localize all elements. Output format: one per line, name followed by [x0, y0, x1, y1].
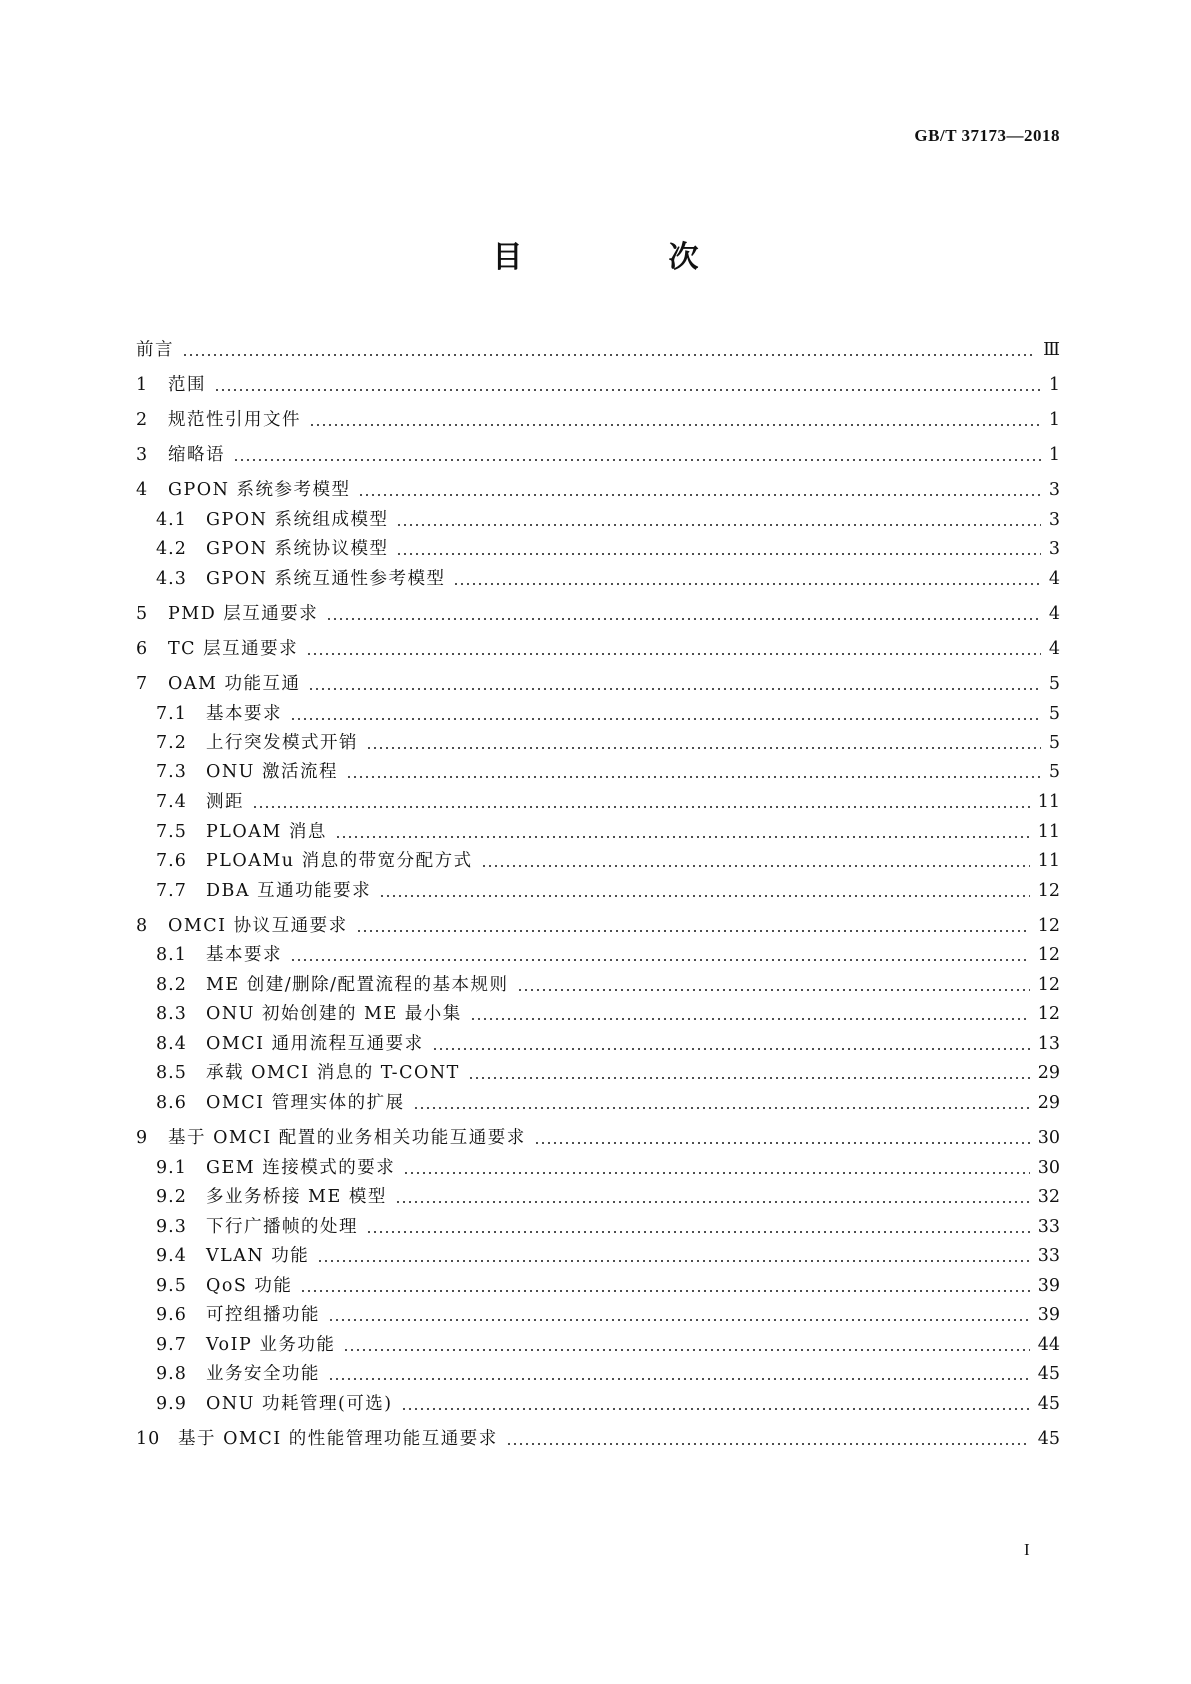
toc-entry-number: 9.8	[156, 1364, 187, 1384]
toc-dot-leader	[300, 1290, 1029, 1292]
toc-entry[interactable]	[136, 1084, 1060, 1114]
toc-entry[interactable]	[136, 783, 1060, 813]
toc-entry-title: ONU 激活流程	[206, 762, 338, 782]
toc-entry-page: 45	[1037, 1429, 1060, 1449]
toc-entry-page: 39	[1037, 1276, 1060, 1296]
toc-entry-page: 11	[1037, 822, 1060, 842]
toc-entry-number: 7.3	[156, 762, 187, 782]
toc-entry-title: GPON 系统互通性参考模型	[206, 569, 446, 589]
toc-entry-title: ONU 初始创建的 ME 最小集	[206, 1004, 462, 1024]
toc-entry-number: 9.7	[156, 1335, 187, 1355]
toc-entry-page: 11	[1037, 792, 1060, 812]
toc-entry-number: 4.2	[156, 539, 187, 559]
toc-dot-leader	[317, 1260, 1029, 1262]
toc-entry-page: 29	[1037, 1063, 1060, 1083]
toc-entry[interactable]	[136, 1420, 1060, 1450]
toc-dot-leader	[252, 806, 1030, 808]
toc-entry-number: 7.7	[156, 881, 187, 901]
toc-dot-leader	[468, 1077, 1030, 1079]
toc-entry[interactable]	[136, 1267, 1060, 1297]
toc-entry[interactable]	[136, 724, 1060, 754]
toc-entry-number: 7.6	[156, 851, 187, 871]
toc-entry[interactable]	[136, 995, 1060, 1025]
toc-entry-number: 9.1	[156, 1158, 187, 1178]
toc-entry-page: 44	[1037, 1335, 1060, 1355]
toc-entry-title: OMCI 管理实体的扩展	[206, 1093, 405, 1113]
toc-entry-number: 6	[136, 639, 149, 659]
toc-entry-number: 7.1	[156, 704, 187, 724]
toc-dot-leader	[335, 836, 1030, 838]
toc-entry[interactable]	[136, 1326, 1060, 1356]
toc-entry-title: PMD 层互通要求	[168, 604, 319, 624]
toc-dot-leader	[453, 583, 1040, 585]
toc-dot-leader	[413, 1107, 1030, 1109]
toc-entry-page: 12	[1037, 945, 1060, 965]
toc-dot-leader	[506, 1443, 1030, 1445]
toc-entry[interactable]	[136, 1355, 1060, 1385]
toc-entry-title: 承载 OMCI 消息的 T-CONT	[206, 1063, 460, 1083]
toc-entry-number: 8.1	[156, 945, 187, 965]
toc-entry[interactable]	[136, 1054, 1060, 1084]
toc-entry-title: 测距	[206, 792, 244, 812]
toc-entry-number: 3	[136, 445, 149, 465]
toc-dot-leader	[346, 776, 1041, 778]
toc-entry-page: 4	[1048, 569, 1060, 589]
toc-entry[interactable]	[136, 530, 1060, 560]
toc-entry-title: OMCI 通用流程互通要求	[206, 1034, 424, 1054]
toc-dot-leader	[328, 1378, 1030, 1380]
page-title: 目 次	[492, 240, 757, 275]
toc-entry-number: 7	[136, 674, 149, 694]
toc-dot-leader	[356, 930, 1030, 932]
toc-entry[interactable]	[136, 501, 1060, 531]
toc-entry-title: 下行广播帧的处理	[206, 1217, 358, 1237]
toc-entry-number: 4	[136, 480, 149, 500]
page-number: I	[1024, 1540, 1030, 1559]
toc-dot-leader	[326, 618, 1041, 620]
toc-dot-leader	[343, 1349, 1029, 1351]
toc-entry[interactable]	[136, 1208, 1060, 1238]
toc-entry-title: 缩略语	[168, 445, 225, 465]
toc-entry[interactable]	[136, 1178, 1060, 1208]
toc-entry-title: 业务安全功能	[206, 1364, 320, 1384]
toc-entry-page: 11	[1037, 851, 1060, 871]
toc-entry-number: 8	[136, 916, 149, 936]
toc-dot-leader	[432, 1048, 1030, 1050]
toc-entry[interactable]	[136, 813, 1060, 843]
toc-entry[interactable]	[136, 842, 1060, 872]
toc-entry-number: 8.2	[156, 975, 187, 995]
toc-entry-page: 45	[1037, 1394, 1060, 1414]
toc-entry-number: 9.4	[156, 1246, 187, 1266]
toc-dot-leader	[403, 1172, 1029, 1174]
toc-entry-page: 30	[1037, 1128, 1060, 1148]
standard-number: GB/T 37173—2018	[914, 126, 1060, 145]
toc-dot-leader	[214, 389, 1041, 391]
toc-entry[interactable]	[136, 665, 1060, 695]
toc-entry-number: 7.2	[156, 733, 187, 753]
toc-dot-leader	[309, 424, 1041, 426]
toc-entry-title: PLOAMu 消息的带宽分配方式	[206, 851, 473, 871]
toc-entry-number: 9.9	[156, 1394, 187, 1414]
toc-entry-page: 39	[1037, 1305, 1060, 1325]
toc-entry[interactable]	[136, 936, 1060, 966]
toc-dot-leader	[517, 989, 1030, 991]
toc-entry-page: 4	[1048, 639, 1060, 659]
toc-dot-leader	[233, 459, 1041, 461]
toc-entry-title: OAM 功能互通	[168, 674, 301, 694]
toc-dot-leader	[481, 865, 1030, 867]
toc-entry-title: 多业务桥接 ME 模型	[206, 1187, 387, 1207]
toc-entry-title: VLAN 功能	[206, 1246, 310, 1266]
toc-dot-leader	[379, 895, 1030, 897]
toc-entry-page: 13	[1037, 1034, 1060, 1054]
toc-entry[interactable]	[136, 1385, 1060, 1415]
toc-entry-number: 9	[136, 1128, 149, 1148]
toc-dot-leader	[470, 1018, 1030, 1020]
toc-dot-leader	[308, 688, 1040, 690]
toc-entry-title: 上行突发模式开销	[206, 733, 358, 753]
toc-dot-leader	[366, 1231, 1030, 1233]
toc-entry-page: 5	[1048, 674, 1060, 694]
toc-entry[interactable]	[136, 560, 1060, 590]
toc-entry-title: ONU 功耗管理(可选)	[206, 1394, 393, 1414]
toc-entry[interactable]	[136, 595, 1060, 625]
toc-entry[interactable]	[136, 966, 1060, 996]
toc-entry-title: GPON 系统组成模型	[206, 510, 389, 530]
toc-entry-title: 基于 OMCI 的性能管理功能互通要求	[178, 1429, 498, 1449]
toc-entry-number: 8.6	[156, 1093, 187, 1113]
toc-entry[interactable]	[136, 331, 1060, 361]
toc-dot-leader	[534, 1142, 1030, 1144]
toc-entry-number: 10	[136, 1429, 161, 1449]
toc-dot-leader	[396, 524, 1040, 526]
toc-entry-page: 5	[1048, 762, 1060, 782]
toc-entry-number: 9.6	[156, 1305, 187, 1325]
toc-dot-leader	[328, 1319, 1030, 1321]
toc-entry-title: ME 创建/删除/配置流程的基本规则	[206, 975, 509, 995]
toc-entry-title: 范围	[168, 375, 206, 395]
toc-dot-leader	[290, 959, 1030, 961]
toc-entry-number: 1	[136, 375, 149, 395]
toc-entry-title: 规范性引用文件	[168, 410, 301, 430]
toc-entry-title: GEM 连接模式的要求	[206, 1158, 396, 1178]
toc-entry-page: 5	[1048, 733, 1060, 753]
toc-entry-number: 7.5	[156, 822, 187, 842]
toc-entry-title: TC 层互通要求	[168, 639, 299, 659]
toc-entry-number: 2	[136, 410, 149, 430]
toc-entry-page: 29	[1037, 1093, 1060, 1113]
toc-entry-number: 4.1	[156, 510, 187, 530]
toc-entry-number: 9.2	[156, 1187, 187, 1207]
toc-entry-page: 1	[1048, 375, 1060, 395]
toc-entry-page: Ⅲ	[1043, 340, 1060, 360]
toc-dot-leader	[401, 1408, 1030, 1410]
toc-entry-page: 3	[1048, 539, 1060, 559]
toc-entry-title: GPON 系统参考模型	[168, 480, 351, 500]
toc-entry-title: DBA 互通功能要求	[206, 881, 372, 901]
toc-entry-title: VoIP 业务功能	[206, 1335, 336, 1355]
toc-entry[interactable]	[136, 1149, 1060, 1179]
toc-dot-leader	[358, 494, 1040, 496]
toc-entry[interactable]	[136, 907, 1060, 937]
toc-entry-page: 12	[1037, 916, 1060, 936]
toc-entry-number: 9.3	[156, 1217, 187, 1237]
toc-entry-page: 45	[1037, 1364, 1060, 1384]
toc-entry[interactable]	[136, 695, 1060, 725]
toc-entry-page: 12	[1037, 1004, 1060, 1024]
toc-entry-page: 30	[1037, 1158, 1060, 1178]
toc-dot-leader	[396, 553, 1040, 555]
toc-entry-number: 7.4	[156, 792, 187, 812]
toc-entry[interactable]	[136, 1119, 1060, 1149]
toc-entry-page: 5	[1048, 704, 1060, 724]
toc-entry-page: 12	[1037, 881, 1060, 901]
toc-entry-page: 33	[1037, 1217, 1060, 1237]
toc-entry[interactable]	[136, 630, 1060, 660]
toc-dot-leader	[290, 718, 1041, 720]
toc-entry-number: 5	[136, 604, 149, 624]
toc-entry-number: 8.3	[156, 1004, 187, 1024]
toc-entry-page: 33	[1037, 1246, 1060, 1266]
toc-entry-page: 1	[1048, 410, 1060, 430]
toc-entry-page: 3	[1048, 510, 1060, 530]
toc-entry-page: 4	[1048, 604, 1060, 624]
toc-entry-title: OMCI 协议互通要求	[168, 916, 348, 936]
toc-entry[interactable]	[136, 471, 1060, 501]
toc-entry-number: 8.5	[156, 1063, 187, 1083]
toc-entry-title: 可控组播功能	[206, 1305, 320, 1325]
toc-entry[interactable]	[136, 366, 1060, 396]
toc-entry-title: 基于 OMCI 配置的业务相关功能互通要求	[168, 1128, 526, 1148]
toc-entry-title: 前言	[136, 340, 174, 360]
toc-entry[interactable]	[136, 401, 1060, 431]
toc-entry-page: 3	[1048, 480, 1060, 500]
toc-entry-page: 32	[1037, 1187, 1060, 1207]
toc-entry-page: 1	[1048, 445, 1060, 465]
toc-dot-leader	[182, 354, 1035, 356]
toc-dot-leader	[366, 747, 1041, 749]
toc-entry-title: GPON 系统协议模型	[206, 539, 389, 559]
toc-dot-leader	[306, 653, 1041, 655]
toc-entry-title: PLOAM 消息	[206, 822, 327, 842]
toc-entry[interactable]	[136, 1237, 1060, 1267]
toc-entry[interactable]	[136, 753, 1060, 783]
toc-entry-title: 基本要求	[206, 945, 282, 965]
toc-entry-title: QoS 功能	[206, 1276, 293, 1296]
toc-entry-number: 4.3	[156, 569, 187, 589]
toc-entry[interactable]	[136, 436, 1060, 466]
toc-entry-title: 基本要求	[206, 704, 282, 724]
toc-entry-number: 9.5	[156, 1276, 187, 1296]
toc-dot-leader	[395, 1201, 1030, 1203]
toc-entry[interactable]	[136, 1025, 1060, 1055]
toc-entry-page: 12	[1037, 975, 1060, 995]
toc-entry-number: 8.4	[156, 1034, 187, 1054]
toc-entry[interactable]	[136, 872, 1060, 902]
toc-entry[interactable]	[136, 1296, 1060, 1326]
